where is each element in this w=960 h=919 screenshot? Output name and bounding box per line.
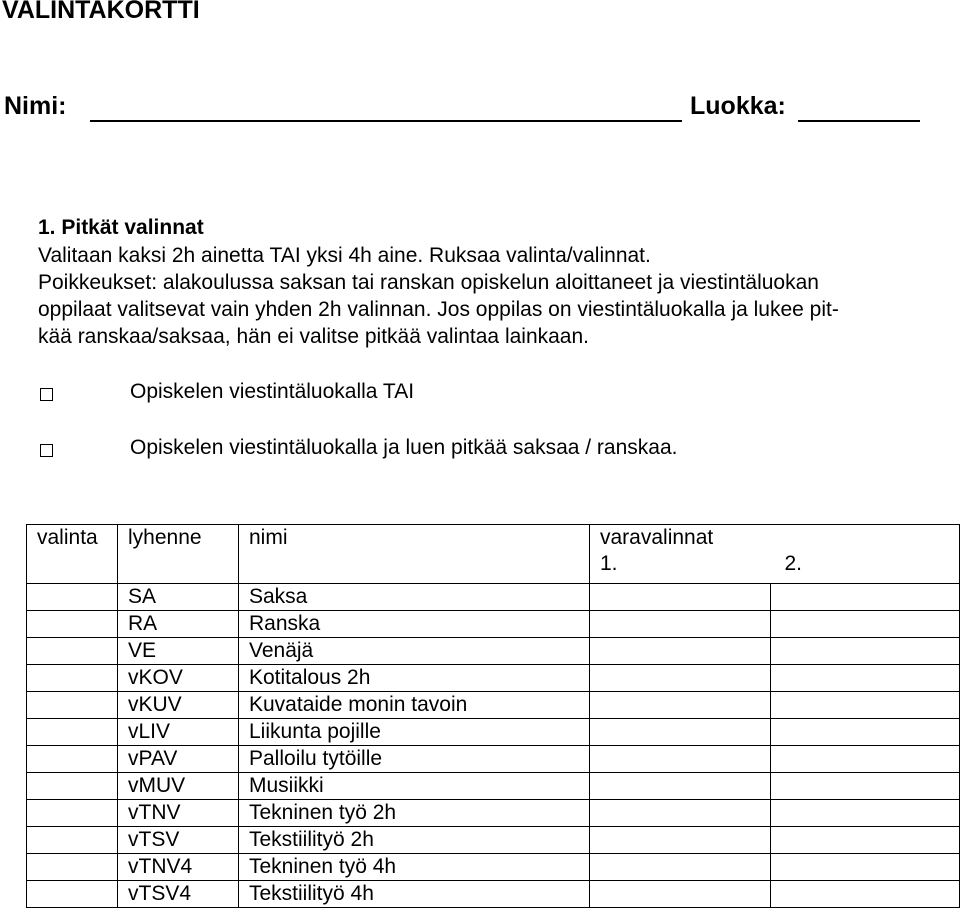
table-row [27, 611, 960, 638]
column-header-alternate-2 [771, 525, 960, 584]
subject-name-cell: Tekninen työ 4h [239, 854, 590, 881]
table-row [27, 773, 960, 800]
subject-name-cell: Tekstiilityö 4h [239, 881, 590, 908]
choice-cell[interactable] [27, 611, 118, 638]
alternate-2-cell[interactable] [771, 638, 960, 665]
alternate-2-label: 2. [784, 552, 803, 575]
abbr-cell: SA [118, 584, 239, 611]
alternate-1-label: 1. [600, 552, 618, 575]
choice-cell[interactable] [27, 746, 118, 773]
table-row [27, 827, 960, 854]
table-row [27, 719, 960, 746]
column-header-name: nimi [239, 525, 590, 584]
subject-name-cell: Tekninen työ 2h [239, 800, 590, 827]
name-field[interactable] [90, 120, 682, 122]
abbr-cell: vTNV4 [118, 854, 239, 881]
alternate-2-cell[interactable] [771, 746, 960, 773]
checkbox-label: Opiskelen viestintäluokalla TAI [130, 380, 415, 403]
choice-cell[interactable] [27, 638, 118, 665]
alternate-1-cell[interactable] [590, 719, 771, 746]
alternate-1-cell[interactable] [590, 665, 771, 692]
alternate-1-cell[interactable] [590, 827, 771, 854]
table-row [27, 638, 960, 665]
table-row [27, 584, 960, 611]
alternate-1-cell[interactable] [590, 638, 771, 665]
instruction-line: Poikkeukset: alakoulussa saksan tai ranskan opiskelun aloittaneet ja viestintäluokan [38, 271, 819, 294]
choice-cell[interactable] [27, 719, 118, 746]
subject-name-cell: Kotitalous 2h [239, 665, 590, 692]
subject-name-cell: Tekstiilityö 2h [239, 827, 590, 854]
choice-cell[interactable] [27, 773, 118, 800]
checkbox[interactable] [40, 388, 53, 401]
instruction-line: oppilaat valitsevat vain yhden 2h valinnan. Jos oppilas on viestintäluokalla ja lukee pit- [38, 298, 839, 321]
column-header-choice: valinta [27, 525, 118, 584]
abbr-cell: vKUV [118, 692, 239, 719]
alternate-1-cell[interactable] [590, 692, 771, 719]
abbr-cell: RA [118, 611, 239, 638]
alternate-1-cell[interactable] [590, 746, 771, 773]
alternate-2-cell[interactable] [771, 584, 960, 611]
page-title: VALINTAKORTTI [2, 0, 200, 24]
table-row [27, 746, 960, 773]
alternate-2-cell[interactable] [771, 773, 960, 800]
abbr-cell: vMUV [118, 773, 239, 800]
alternate-1-cell[interactable] [590, 584, 771, 611]
abbr-cell: vPAV [118, 746, 239, 773]
abbr-cell: VE [118, 638, 239, 665]
alternates-label: varavalinnat [600, 526, 714, 549]
checkbox-label: Opiskelen viestintäluokalla ja luen pitkää saksaa / ranskaa. [130, 436, 678, 459]
abbr-cell: vTSV4 [118, 881, 239, 908]
table-header-row [27, 525, 960, 584]
subject-name-cell: Musiikki [239, 773, 590, 800]
instruction-line: kää ranskaa/saksaa, hän ei valitse pitkää valintaa lainkaan. [38, 325, 590, 348]
alternate-1-cell[interactable] [590, 800, 771, 827]
choice-cell[interactable] [27, 692, 118, 719]
abbr-cell: vTNV [118, 800, 239, 827]
table-row [27, 692, 960, 719]
alternate-2-cell[interactable] [771, 827, 960, 854]
class-label: Luokka: [690, 92, 786, 120]
choice-cell[interactable] [27, 800, 118, 827]
alternate-2-cell[interactable] [771, 665, 960, 692]
abbr-cell: vTSV [118, 827, 239, 854]
name-label: Nimi: [4, 92, 67, 120]
alternate-2-cell[interactable] [771, 800, 960, 827]
choice-cell[interactable] [27, 584, 118, 611]
alternate-2-cell[interactable] [771, 692, 960, 719]
alternate-2-cell[interactable] [771, 881, 960, 908]
alternate-2-cell[interactable] [771, 611, 960, 638]
table-row [27, 881, 960, 908]
table-row [27, 665, 960, 692]
section-heading: 1. Pitkät valinnat [38, 216, 204, 239]
choice-cell[interactable] [27, 665, 118, 692]
name-class-row [4, 88, 960, 128]
choice-cell[interactable] [27, 854, 118, 881]
column-header-abbr: lyhenne [118, 525, 239, 584]
alternate-2-cell[interactable] [771, 719, 960, 746]
alternate-1-cell[interactable] [590, 854, 771, 881]
alternate-1-cell[interactable] [590, 881, 771, 908]
subject-name-cell: Palloilu tytöille [239, 746, 590, 773]
subject-name-cell: Liikunta pojille [239, 719, 590, 746]
alternate-1-cell[interactable] [590, 611, 771, 638]
subjects-table [26, 524, 960, 908]
class-field[interactable] [798, 120, 920, 122]
choice-cell[interactable] [27, 881, 118, 908]
subject-name-cell: Venäjä [239, 638, 590, 665]
table-row [27, 854, 960, 881]
table-row [27, 800, 960, 827]
choice-cell[interactable] [27, 827, 118, 854]
checkbox[interactable] [40, 444, 53, 457]
subject-name-cell: Kuvataide monin tavoin [239, 692, 590, 719]
subject-name-cell: Saksa [239, 584, 590, 611]
subject-name-cell: Ranska [239, 611, 590, 638]
abbr-cell: vLIV [118, 719, 239, 746]
abbr-cell: vKOV [118, 665, 239, 692]
column-header-alternates [590, 525, 771, 584]
instruction-line: Valitaan kaksi 2h ainetta TAI yksi 4h aine. Ruksaa valinta/valinnat. [38, 244, 651, 267]
alternate-2-cell[interactable] [771, 854, 960, 881]
alternate-1-cell[interactable] [590, 773, 771, 800]
